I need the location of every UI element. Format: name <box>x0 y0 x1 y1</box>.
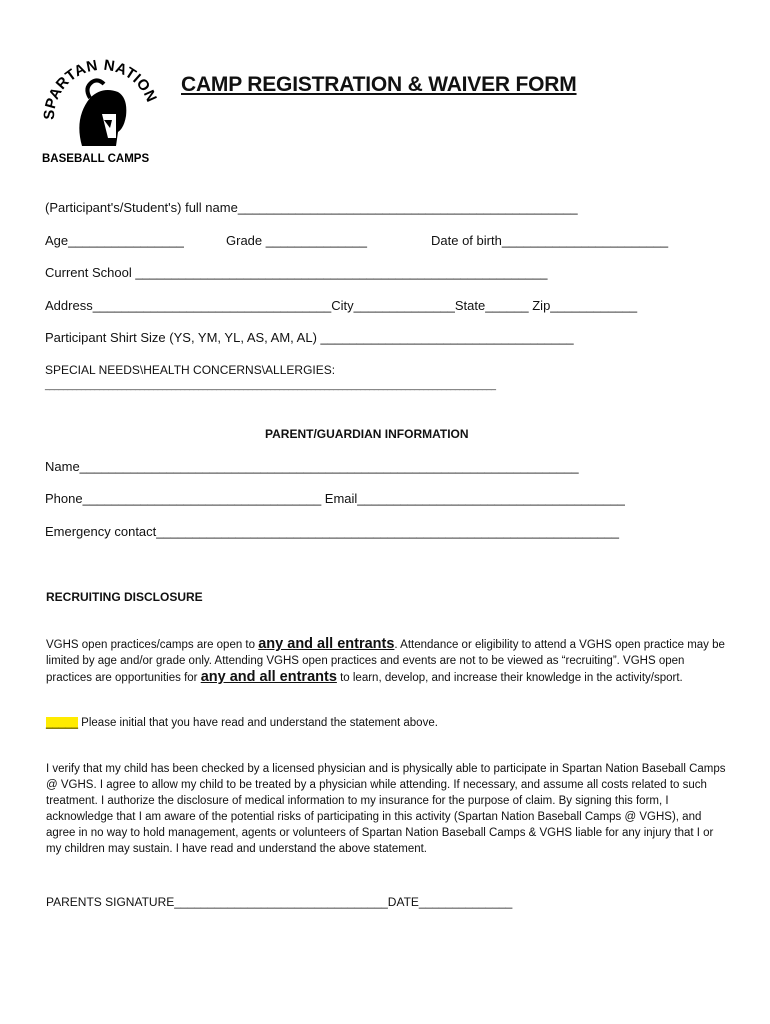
waiver-paragraph: I verify that my child has been checked by a licensed physician and is physically able to participate in Spartan Nation Baseball Camps @ VGHS. I agree to allow my child to be treated by a physician while attending. If necessary, and assume all costs related to such treatment. I authorize the disclosure of medical information to my insurance for the purpose of claim. By signing this form, I acknowledge that I am aware of the potential risks of participating in this activity (Spartan Nation Baseball Camps @ VGHS), and agree in no way to hold management, agents or volunteers of Spartan Nation Baseball Camps & VGHS liable for any injury that I or my children may sustain. I have read and understand the above statement. <box>46 763 726 855</box>
age-field[interactable]: Age________________ <box>45 233 184 248</box>
emphasis-any-and-all-entrants-2: any and all entrants <box>200 669 337 685</box>
date-of-birth-field[interactable]: Date of birth_______________________ <box>431 233 669 248</box>
participant-full-name-field[interactable]: (Participant's/Student's) full name_______________________________________________ <box>45 200 578 215</box>
signature-date-field[interactable]: PARENTS SIGNATURE________________________________DATE______________ <box>46 895 513 909</box>
svg-text:BASEBALL CAMPS: BASEBALL CAMPS <box>42 153 150 165</box>
phone-email-field[interactable]: Phone_________________________________ Email_____________________________________ <box>45 491 625 506</box>
emergency-contact-field[interactable]: Emergency contact________________________________________________________________ <box>45 524 619 539</box>
special-needs-line[interactable]: ____________________________________________________________________________________________________ <box>45 380 496 390</box>
current-school-field[interactable]: Current School _________________________________________________________ <box>45 265 548 280</box>
special-needs-label: SPECIAL NEEDS\HEALTH CONCERNS\ALLERGIES: <box>45 363 336 377</box>
address-field[interactable]: Address_________________________________City______________State______ Zip____________ <box>45 298 638 313</box>
parent-name-field[interactable]: Name_____________________________________________________________________ <box>45 459 579 474</box>
emphasis-any-and-all-entrants: any and all entrants <box>258 636 395 652</box>
page-title: CAMP REGISTRATION & WAIVER FORM <box>181 73 577 96</box>
initial-instruction: Please initial that you have read and understand the statement above. <box>77 717 438 729</box>
spartan-nation-logo <box>40 58 160 168</box>
shirt-size-field[interactable]: Participant Shirt Size (YS, YM, YL, AS, AM, AL) ___________________________________ <box>45 330 574 345</box>
recruiting-text-2: . Attendance or eligibility to attend a VGHS open practice may be limited by age and/or grade only. Attending VGHS open practices and events are not to be viewed as “recruiting”. VGHS open practices are opportunities for <box>46 639 725 684</box>
parent-info-heading: PARENT/GUARDIAN INFORMATION <box>265 427 469 441</box>
initial-blank-field[interactable]: _____ <box>46 717 78 729</box>
recruiting-heading: RECRUITING DISCLOSURE <box>46 590 203 604</box>
svg-text:SPARTAN NATION: SPARTAN NATION <box>40 58 160 121</box>
grade-field[interactable]: Grade ______________ <box>226 233 367 248</box>
recruiting-paragraph <box>46 636 726 686</box>
recruiting-text-1: VGHS open practices/camps are open to <box>46 639 259 651</box>
spartan-helmet-icon <box>40 58 160 168</box>
recruiting-text-3: to learn, develop, and increase their knowledge in the activity/sport. <box>336 672 683 684</box>
initial-line <box>46 717 438 729</box>
